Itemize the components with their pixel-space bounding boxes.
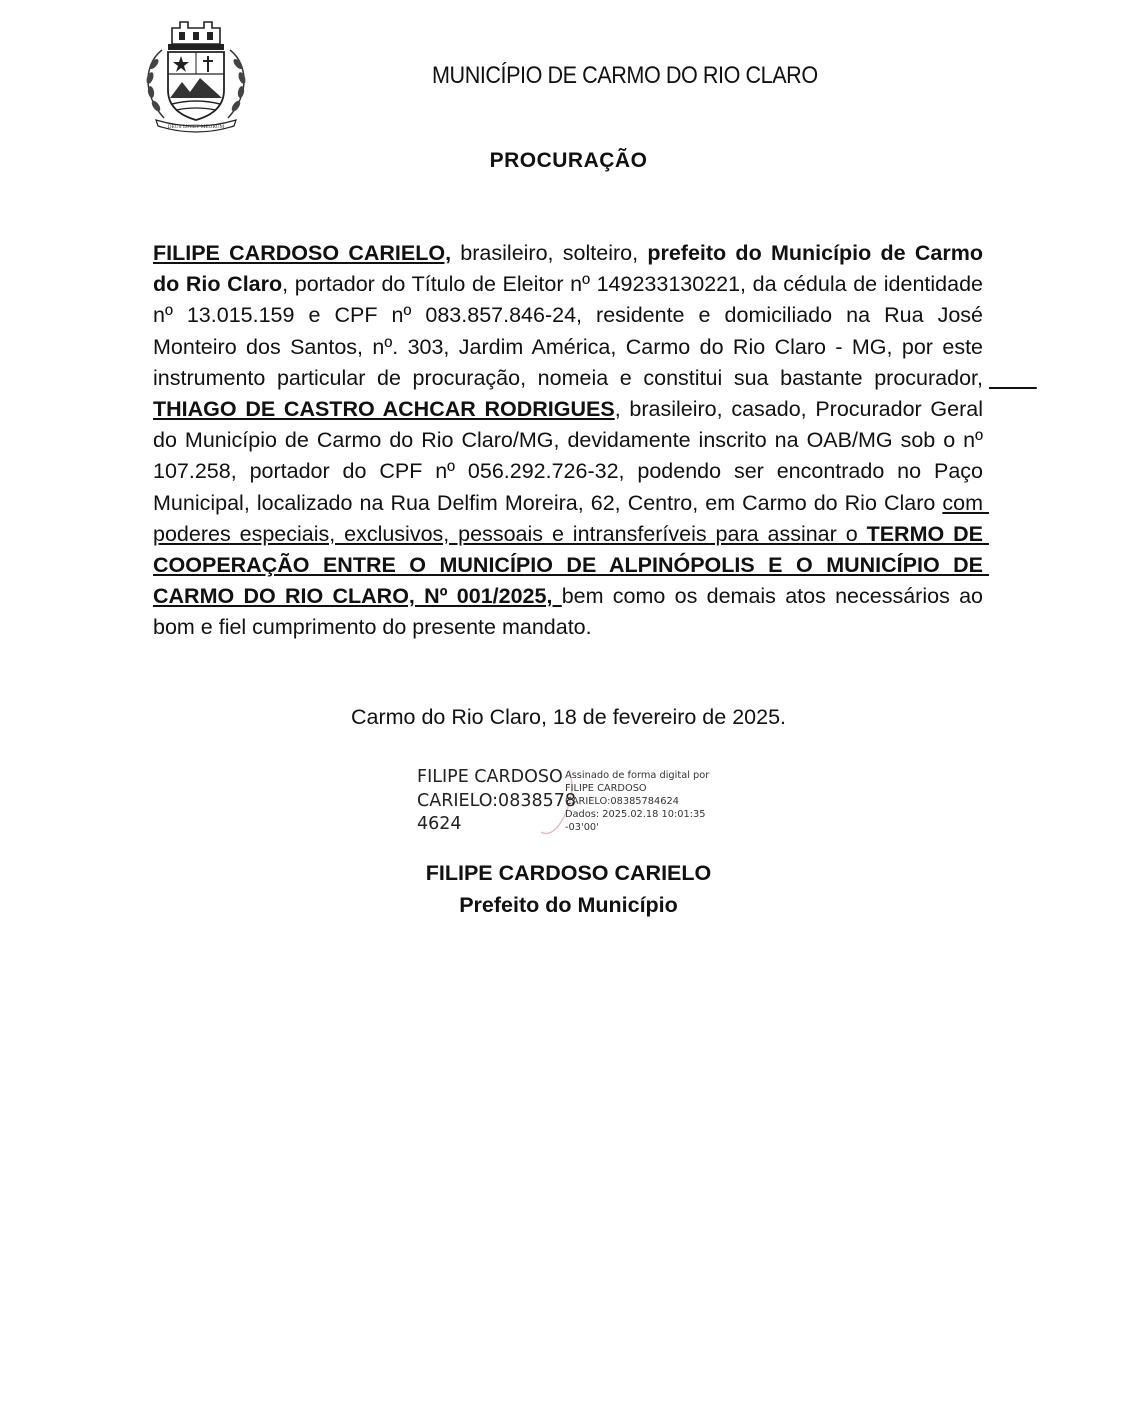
signature-detail-line: Assinado de forma digital por [565, 770, 710, 781]
paragraph-run: com poderes especiais, exclusivos, pessoais e intransferíveis para assinar o [153, 490, 989, 546]
digital-signature-stamp [417, 766, 717, 838]
crest-motto: DEUS LUCET MEORUM [167, 125, 225, 130]
signer-name: FILIPE CARDOSO CARIELO [425, 861, 712, 885]
date-line: Carmo do Rio Claro, 18 de fevereiro de 2025. [350, 705, 787, 729]
municipal-crest-icon [134, 14, 258, 134]
signature-name-line: 4624 [417, 814, 462, 834]
signature-details [565, 769, 709, 834]
document-title: PROCURAÇÃO [489, 149, 648, 172]
signature-detail-line: -03'00' [565, 822, 599, 833]
signature-detail-line: FILIPE CARDOSO [565, 783, 647, 794]
signature-name [417, 766, 576, 837]
signature-name-line: FILIPE CARDOSO [417, 767, 563, 787]
municipality-header: MUNICÍPIO DE CARMO DO RIO CLARO [432, 62, 818, 89]
paragraph-run: prefeito do Município de Carmo do Rio Claro [153, 241, 989, 297]
signature-detail-line: CARIELO:08385784624 [565, 796, 679, 807]
paragraph-run: , brasileiro, casado, Procurador Geral do Município de Carmo do Rio Claro/MG, devidamente inscrito na OAB/MG sob o nº 107.258, portador do CPF nº 056.292.726-32, podendo ser encontrado no Paço Municipal, localizado na Rua Delfim Moreira, 62, Centro, em Carmo do Rio Claro [153, 397, 989, 515]
paragraph-run: bem como os demais atos necessários ao bom e fiel cumprimento do presente mandato. [153, 584, 989, 640]
signer-block [0, 857, 1137, 921]
signer-role: Prefeito do Município [459, 893, 678, 917]
signature-detail-line: Dados: 2025.02.18 10:01:35 [565, 809, 706, 820]
paragraph-run: TERMO DE COOPERAÇÃO ENTRE O MUNICÍPIO DE ALPINÓPOLIS E O MUNICÍPIO DE CARMO DO RIO CLARO, Nº 001/2025, [153, 521, 989, 609]
paragraph-run: , portador do Título de Eleitor nº 149233130221, da cédula de identidade nº 13.015.159 e CPF nº 083.857.846-24, residente e domiciliado na Rua José Monteiro dos Santos, nº. 303, Jardim América, Carmo do Rio Claro - MG, por este instrumento particular de procuração, nomeia e constitui sua bastante procurador, [153, 272, 989, 390]
paragraph-run: THIAGO DE CASTRO ACHCAR RODRIGUES [153, 365, 1037, 422]
paragraph-run: FILIPE CARDOSO CARIELO, [153, 241, 452, 265]
paragraph-run: brasileiro, solteiro, [451, 241, 648, 265]
signature-name-line: CARIELO:0838578 [417, 790, 576, 811]
procuration-paragraph [153, 238, 1037, 644]
